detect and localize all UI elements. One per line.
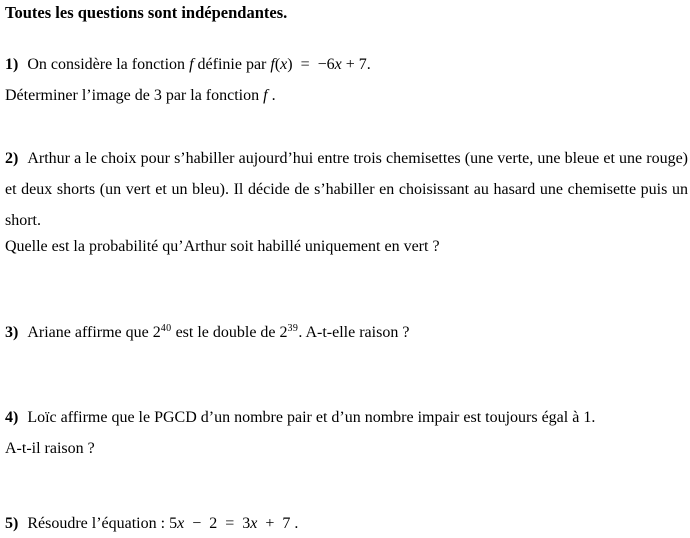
question-5 bbox=[5, 508, 688, 538]
text-segment: + 7 . bbox=[257, 515, 299, 532]
text-segment: . bbox=[267, 87, 276, 104]
text-segment: Arthur a le choix pour s’habiller aujourd’hui entre trois chemisettes (une verte, une bleue et une rouge) bbox=[27, 150, 688, 167]
question-1-line-1 bbox=[5, 49, 688, 80]
question-2-line-2 bbox=[5, 174, 688, 205]
math-variable: x bbox=[334, 56, 342, 73]
question-2 bbox=[5, 143, 688, 262]
question-4 bbox=[5, 402, 688, 464]
text-segment: A-t-il raison ? bbox=[5, 440, 95, 457]
text-segment: définie par bbox=[193, 56, 271, 73]
math-variable: f bbox=[270, 56, 275, 73]
question-number: 3) bbox=[5, 324, 19, 341]
question-2-line-1 bbox=[5, 143, 688, 174]
text-segment: On considère la fonction bbox=[27, 56, 190, 73]
question-2-line-4 bbox=[5, 231, 688, 262]
text-segment: ) = −6 bbox=[287, 56, 335, 73]
question-5-line-1 bbox=[5, 508, 688, 538]
question-number: 1) bbox=[5, 56, 19, 73]
text-segment: Résoudre l’équation : 5 bbox=[27, 515, 178, 532]
question-3 bbox=[5, 317, 688, 350]
math-variable: f bbox=[189, 56, 194, 73]
page-title: Toutes les questions sont indépendantes. bbox=[5, 3, 288, 22]
math-variable: x bbox=[280, 56, 288, 73]
text-segment: Loïc affirme que le PGCD d’un nombre pair et d’un nombre impair est toujours égal à 1. bbox=[27, 409, 596, 426]
text-segment: Déterminer l’image de 3 par la fonction bbox=[5, 87, 264, 104]
text-segment: short. bbox=[5, 212, 41, 229]
question-4-line-2 bbox=[5, 433, 688, 464]
math-variable: f bbox=[263, 87, 268, 104]
question-number: 4) bbox=[5, 409, 19, 426]
text-segment: . A-t-elle raison ? bbox=[298, 324, 410, 341]
question-3-line-1 bbox=[5, 317, 688, 350]
question-4-line-1 bbox=[5, 402, 688, 433]
text-segment: − 2 = 3 bbox=[184, 515, 251, 532]
question-number: 2) bbox=[5, 150, 19, 167]
exponent: 39 bbox=[287, 322, 299, 334]
question-1-line-2 bbox=[5, 80, 688, 111]
text-segment: et deux shorts (un vert et un bleu). Il décide de s’habiller en choisissant au hasard une chemisette puis un bbox=[5, 181, 688, 198]
text-segment: est le double de 2 bbox=[171, 324, 288, 341]
text-segment: Ariane affirme que 2 bbox=[27, 324, 161, 341]
math-variable: x bbox=[177, 515, 185, 532]
text-segment: ( bbox=[274, 56, 281, 73]
question-1 bbox=[5, 49, 688, 111]
text-segment: + 7. bbox=[341, 56, 371, 73]
exponent: 40 bbox=[160, 322, 172, 334]
math-variable: x bbox=[250, 515, 258, 532]
text-segment: Quelle est la probabilité qu’Arthur soit habillé uniquement en vert ? bbox=[5, 238, 440, 255]
question-number: 5) bbox=[5, 515, 19, 532]
